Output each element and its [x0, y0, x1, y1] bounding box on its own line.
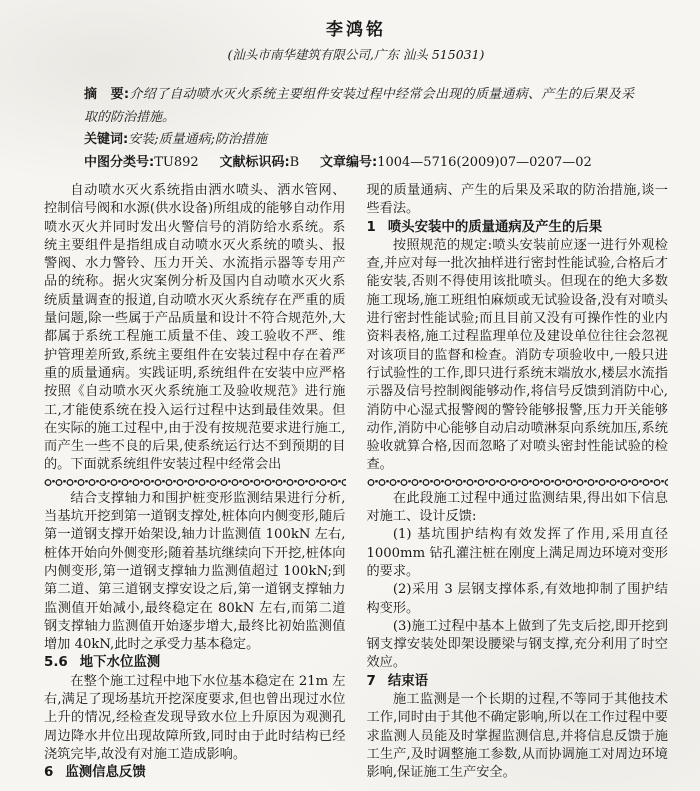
article-meta-block: [84, 84, 634, 174]
section-title: 地下水位监测: [79, 655, 161, 671]
left-paragraph-sprinkler: 自动喷水灭火系统指由洒水喷头、洒水管网、控制信号阀和水源(供水设备)所组成的能够自动作用喷水灭火并同时发出火警信号的消防给水系统。系统主要组件是指组成自动喷水灭火系统的喷头、报警阀、水力警铃、压力开关、水流指示器等专用产品的统称。据火灾案例分析及国内自动喷水灭火系统质量调查的报道,自动喷水灭火系统存在严重的质量问题,除一些属于产品质量和设计不符合规范外,大都属于系统工程施工质量不佳、竣工验收不严、维护管理差所致,系统主要组件在安装过程中存在着严重的质量通病。实践证明,系统组件在安装中应严格按照《自动喷水灭火系统施工及验收规范》进行施工,才能使系统在投入运行过程中达到最佳效果。但在实际的施工过程中,由于没有按规范要求进行施工,而产生一些不良的后果,使系统运行达不到预期的目的。下面就系统组件安装过程中经常会出: [44, 183, 346, 473]
right-column: [367, 182, 669, 783]
doc-code-value: B: [289, 154, 300, 170]
article-no-value: 1004—5716(2009)07—0207—02: [377, 154, 592, 170]
keywords-label: 关键词:: [84, 132, 129, 147]
feedback-item-3: (3)施工过程中基本上做到了先支后挖,即开挖到钢支撑安装处即架设腰梁与钢支撑,充分利用了时空效应。: [366, 618, 668, 671]
abstract-text: 介绍了自动喷水灭火系统主要组件安装过程中经常会出现的质量通病、产生的后果及采取的防治措施。: [84, 87, 634, 125]
section-heading-1: [367, 219, 669, 237]
left-paragraph-groundwater: 在整个施工过程中地下水位基本稳定在 21m 左右,满足了现场基坑开挖深度要求,但也曾出现过水位上升的情况,经检查发现导致水位上升原因为观测孔周边降水井位出现故障所致,同时由于此时结构已经浇筑完毕,故没有对施工造成影响。: [44, 673, 346, 762]
classification-line: [84, 152, 634, 175]
section-number: 5.6: [44, 655, 68, 671]
clc-label: 中图分类号:: [84, 154, 155, 170]
feedback-item-2: (2)采用 3 层钢支撑体系,有效地抑制了围护结构变形。: [366, 582, 668, 616]
section-title: 喷头安装中的质量通病及产生的后果: [387, 219, 603, 235]
right-paragraph-continuation: 现的质量通病、产生的后果及采取的防治措施,谈一些看法。: [366, 183, 668, 217]
section-number: 6: [44, 765, 54, 781]
feedback-item-1: (1) 基坑围护结构有效发挥了作用,采用直径 1000mm 钻孔灌注桩在刚度上满足周边环境对变形的要求。: [366, 527, 668, 579]
section-number: 1: [366, 219, 376, 235]
squiggle-divider-icon: [44, 478, 346, 487]
right-paragraph-conclusion: 施工监测是一个长期的过程,不等同于其他技术工作,同时由于其他不确定影响,所以在工作过程中要求监测人员能及时掌握监测信息,并将信息反馈于施工生产,及时调整施工参数,从而协调施工对周边环境影响,保证施工生产安全。: [366, 692, 668, 781]
right-paragraph-sprinkler-inspection: 按照规范的规定:喷头安装前应逐一进行外观检查,并应对每一批次抽样进行密封性能试验,合格后才能安装,否则不得使用该批喷头。但现在的绝大多数施工现场,施工班组怕麻烦或无试验设备,没有对喷头进行密封性能试验;而且目前又没有可操作性的业内资料表格,施工过程监理单位及建设单位往往会忽视对该项目的监督和检查。消防专项验收中,一般只进行试验性的工作,即只进行系统末端放水,楼层水流指示器及信号控制阀能够动作,将信号反馈到消防中心,消防中心湿式报警阀的警铃能够报警,压力开关能够动作,消防中心能够自动启动喷淋泵向系统加压,系统验收就算合格,因而忽略了对喷头密封性能试验的检查。: [366, 237, 668, 473]
section-heading-6: [44, 764, 346, 782]
section-title: 结束语: [387, 673, 429, 689]
doc-code-label: 文献标识码:: [219, 154, 290, 170]
author-name: 李鸿铭: [326, 20, 386, 40]
abstract-line: [84, 84, 634, 129]
article-no-label: 文章编号:: [320, 154, 378, 170]
section-heading-5-6: [44, 654, 346, 672]
section-title: 监测信息反馈: [65, 765, 146, 781]
body-columns: [44, 182, 668, 783]
clc-value: TU892: [154, 154, 199, 170]
left-column: [44, 182, 346, 783]
keywords-text: 安装;质量通病;防治措施: [128, 132, 267, 147]
left-paragraph-strut-monitoring: 结合支撑轴力和围护桩变形监测结果进行分析,当基坑开挖到第一道钢支撑处,桩体向内侧变形,随后第一道钢支撑开始架设,轴力计监测值 100kN 左右,桩体开始向外侧变形;随着基坑继续向下开挖,桩体向内侧变形,第一道钢支撑轴力监测值超过 100kN;到第二道、第三道钢支撑安设之后,第一道钢支撑轴力监测值开始减小,最终稳定在 80kN 左右,而第二道钢支撑轴力监测值开始逐步增大,最终比初始监测值增加 40kN,此时之承受力基本稳定。: [44, 490, 346, 653]
squiggle-divider-icon: [367, 478, 669, 487]
author-affiliation: (汕头市南华建筑有限公司,广东 汕头 515031): [227, 47, 485, 62]
right-paragraph-feedback-intro: 在此段施工过程中通过监测结果,得出如下信息对施工、设计反馈:: [366, 490, 668, 525]
keywords-line: [84, 129, 634, 152]
section-heading-7: [367, 673, 669, 691]
section-number: 7: [366, 673, 376, 689]
abstract-label: 摘 要:: [84, 87, 130, 102]
